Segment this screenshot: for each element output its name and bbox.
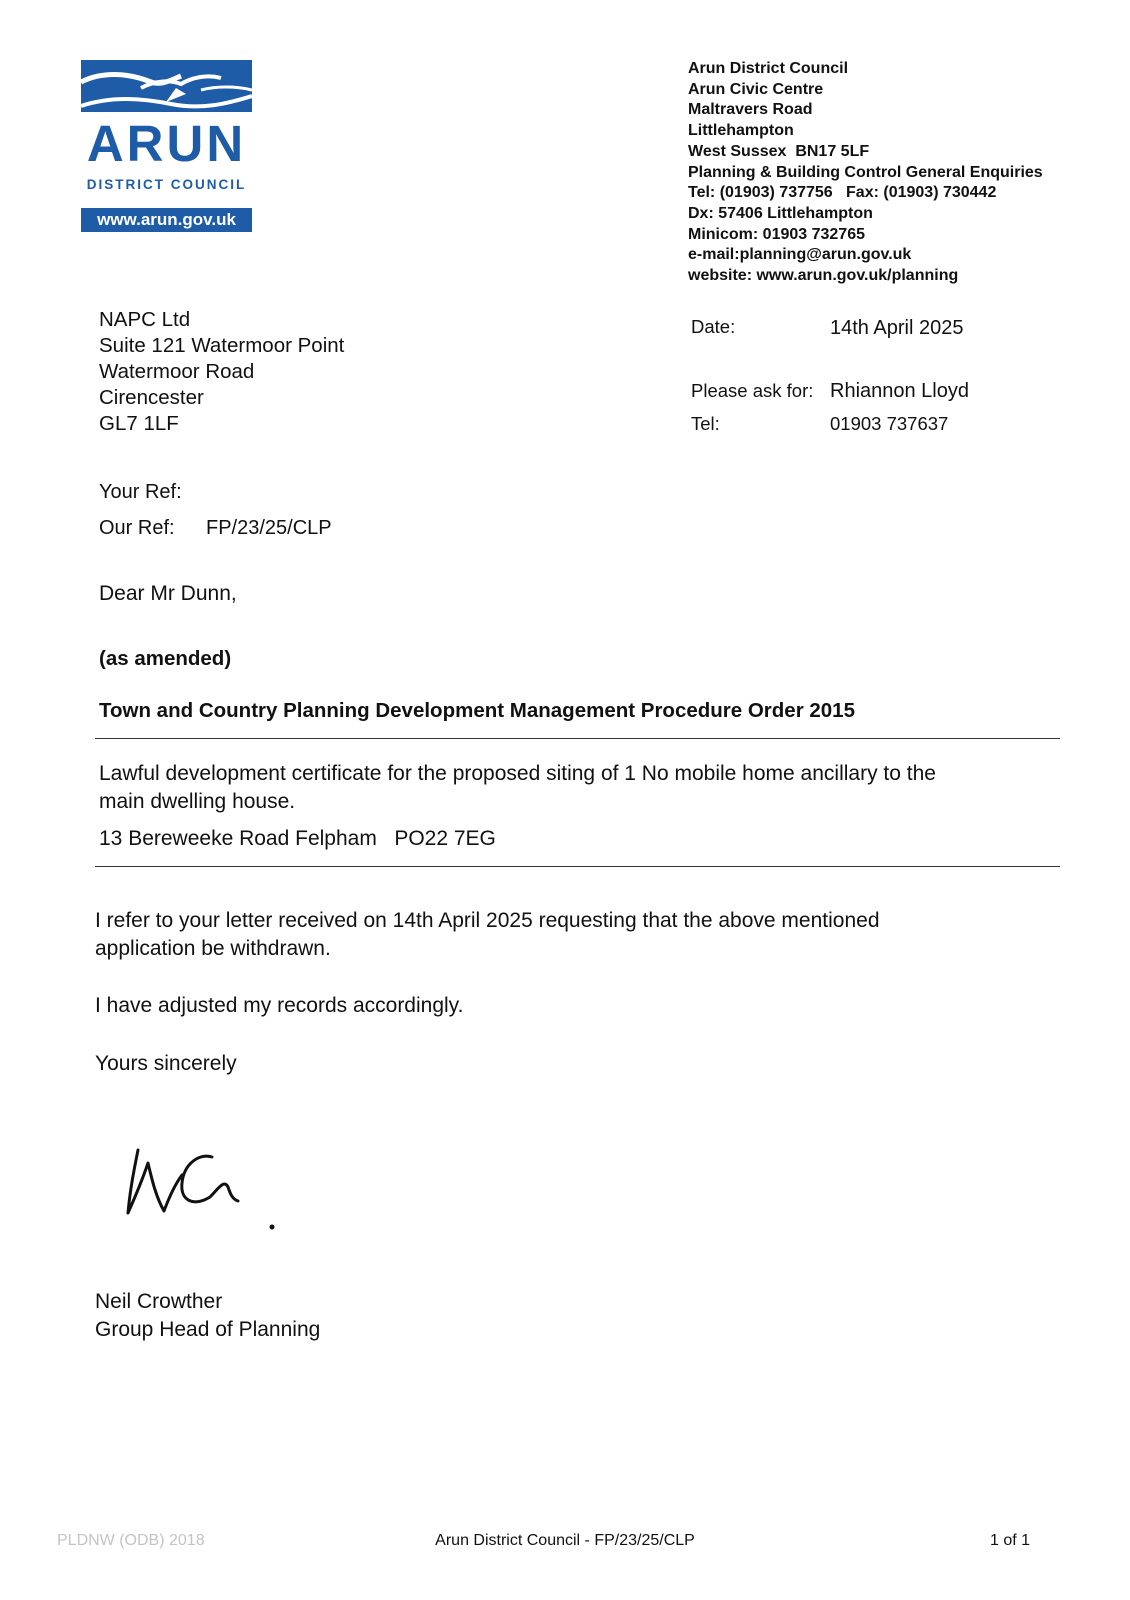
- signature-image: [120, 1135, 290, 1235]
- council-line: Arun District Council: [688, 60, 849, 77]
- divider: [95, 866, 1060, 867]
- recipient-line: Suite 121 Watermoor Point: [99, 334, 345, 357]
- council-line: Minicom: 01903 732765: [688, 225, 865, 243]
- seagull-wave-icon: [81, 60, 252, 112]
- body-para-1-line-1: I refer to your letter received on 14th April 2025 requesting that the above mentioned: [95, 909, 880, 932]
- council-line: Planning & Building Control General Enquiries: [688, 163, 1043, 181]
- council-line: Tel: (01903) 737756 Fax: (01903) 730442: [688, 184, 997, 202]
- our-ref-value: FP/23/25/CLP: [206, 517, 332, 539]
- body-para-1-line-2: application be withdrawn.: [95, 937, 331, 960]
- tel-value: 01903 737637: [830, 413, 949, 434]
- ask-for-value: Rhiannon Lloyd: [830, 380, 969, 402]
- site-address: 13 Bereweeke Road Felpham PO22 7EG: [99, 827, 496, 850]
- logo-url: www.arun.gov.uk: [81, 208, 252, 232]
- footer-reference: Arun District Council - FP/23/25/CLP: [435, 1532, 695, 1549]
- signatory-name: Neil Crowther: [95, 1290, 223, 1313]
- date-value: 14th April 2025: [830, 317, 964, 339]
- proposal-line-2: main dwelling house.: [99, 790, 296, 813]
- council-line: Arun Civic Centre: [688, 80, 824, 98]
- council-logo: [81, 60, 252, 232]
- recipient-address: [99, 307, 344, 437]
- our-ref-label: Our Ref:: [99, 517, 175, 539]
- date-label: Date:: [691, 316, 736, 337]
- as-amended-heading: (as amended): [99, 647, 232, 670]
- ask-for-label: Please ask for:: [691, 380, 814, 401]
- body-para-2: I have adjusted my records accordingly.: [95, 994, 464, 1017]
- order-title: Town and Country Planning Development Management Procedure Order 2015: [99, 699, 855, 722]
- salutation: Dear Mr Dunn,: [99, 582, 237, 605]
- divider: [95, 738, 1060, 739]
- logo-name: ARUN: [86, 115, 247, 172]
- signatory-title: Group Head of Planning: [95, 1318, 321, 1341]
- page-number: 1 of 1: [990, 1532, 1031, 1549]
- footer-form-code: PLDNW (ODB) 2018: [57, 1532, 205, 1549]
- council-line: Dx: 57406 Littlehampton: [688, 204, 873, 222]
- closing: Yours sincerely: [95, 1052, 237, 1075]
- council-line: website: www.arun.gov.uk/planning: [688, 267, 959, 285]
- recipient-line: Watermoor Road: [99, 360, 255, 383]
- council-line: Maltravers Road: [688, 101, 813, 119]
- recipient-line: Cirencester: [99, 386, 204, 409]
- tel-label: Tel:: [691, 413, 720, 434]
- logo-subtitle: DISTRICT COUNCIL: [86, 177, 247, 192]
- recipient-line: GL7 1LF: [99, 412, 179, 435]
- council-line: e-mail:planning@arun.gov.uk: [688, 246, 912, 264]
- your-ref-label: Your Ref:: [99, 481, 182, 503]
- proposal-line-1: Lawful development certificate for the proposed siting of 1 No mobile home ancillary to the: [99, 762, 936, 785]
- logo-wave-emblem: [81, 60, 252, 112]
- council-line: West Sussex BN17 5LF: [688, 142, 870, 160]
- council-line: Littlehampton: [688, 122, 794, 140]
- recipient-line: NAPC Ltd: [99, 308, 191, 331]
- council-address-block: [688, 59, 1043, 287]
